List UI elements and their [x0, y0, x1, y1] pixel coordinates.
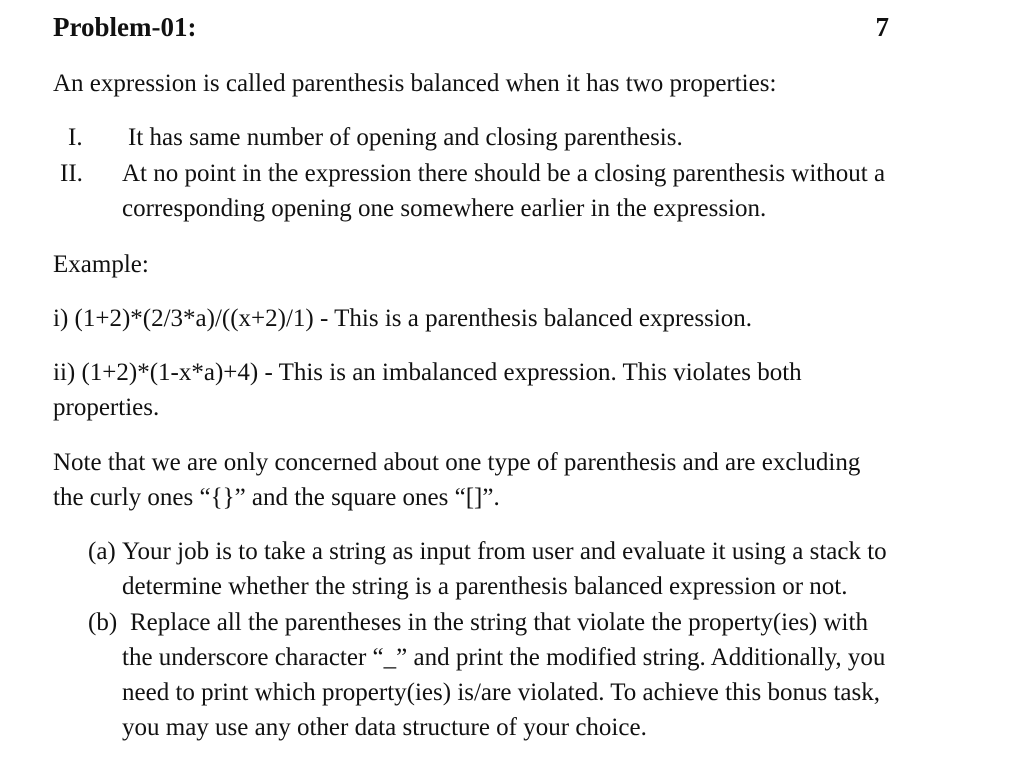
task-line: determine whether the string is a parenthesis balanced expression or not. [122, 573, 848, 600]
task-line: Your job is to take a string as input from user and evaluate it using a stack to [122, 538, 887, 565]
problem-marks: 7 [875, 12, 889, 42]
task-line: Replace all the parentheses in the string that violate the property(ies) with [130, 609, 868, 636]
task-line: you may use any other data structure of your choice. [122, 714, 647, 741]
property-text-line: corresponding opening one somewhere earlier in the expression. [122, 195, 767, 222]
example-item [53, 355, 802, 425]
property-item [68, 120, 968, 155]
property-item [60, 156, 960, 226]
example-item-line: properties. [53, 394, 160, 421]
task-marker: (a) [88, 538, 116, 565]
note-paragraph [53, 445, 860, 515]
property-number: I. [68, 124, 83, 151]
property-text [122, 156, 885, 226]
property-number: II. [60, 160, 83, 187]
problem-title: Problem-01: [53, 12, 197, 42]
property-text: It has same number of opening and closing parenthesis. [128, 124, 683, 151]
example-item-line: ii) (1+2)*(1-x*a)+4) - This is an imbalanced expression. This violates both [53, 359, 802, 386]
example-label: Example: [53, 251, 149, 278]
problem-header [53, 9, 889, 45]
note-line: Note that we are only concerned about one type of parenthesis and are excluding [53, 449, 861, 476]
note-line: the curly ones “{}” and the square ones “[]”. [53, 484, 500, 511]
property-text-line: At no point in the expression there should be a closing parenthesis without a [122, 160, 886, 187]
task-item-b [88, 605, 968, 745]
example-item: i) (1+2)*(2/3*a)/((x+2)/1) - This is a parenthesis balanced expression. [53, 305, 753, 332]
intro-paragraph: An expression is called parenthesis balanced when it has two properties: [53, 70, 777, 97]
task-marker: (b) [88, 609, 118, 636]
task-item-a [88, 534, 968, 604]
task-line: the underscore character “_” and print the modified string. Additionally, you [122, 644, 886, 671]
task-line: need to print which property(ies) is/are violated. To achieve this bonus task, [122, 679, 881, 706]
